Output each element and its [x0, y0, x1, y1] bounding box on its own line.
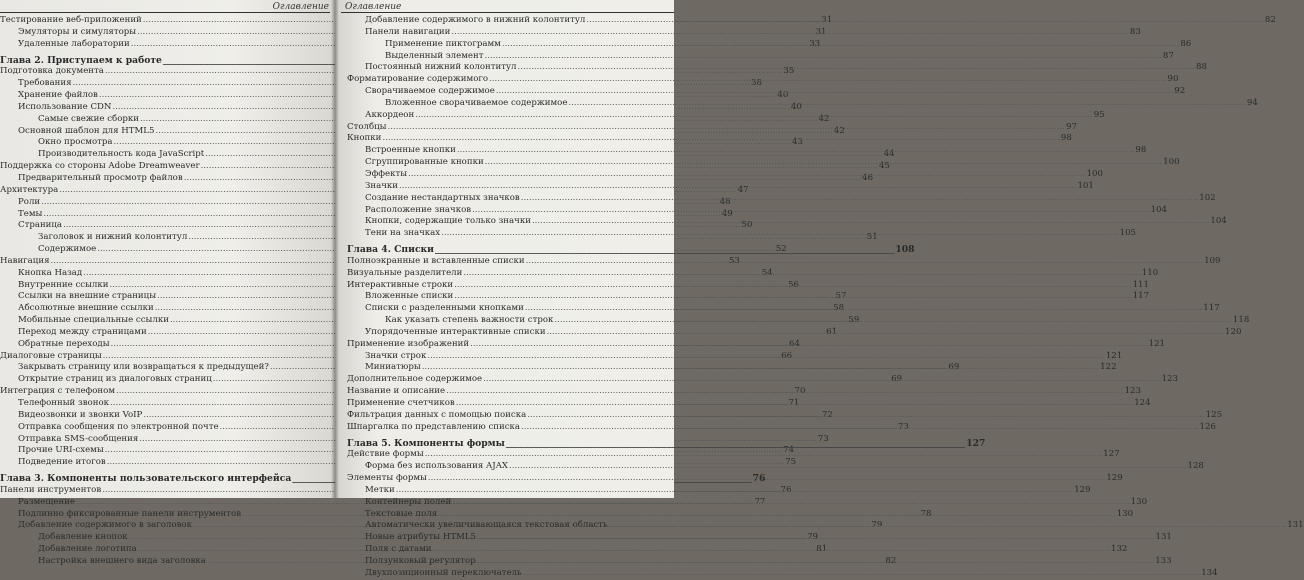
toc-entry-title: Дополнительное содержимое: [347, 374, 483, 385]
toc-leader-dots: [453, 291, 1132, 303]
toc-page-number: 31: [815, 26, 827, 37]
toc-entry-title: Контейнеры полей: [365, 496, 452, 507]
toc-entry-title: Добавление содержимого в нижний колонтитул: [365, 15, 586, 25]
toc-page-number: 74: [783, 445, 795, 456]
toc-page-number: 121: [1105, 350, 1123, 361]
toc-page-number: 69: [891, 374, 903, 385]
toc-leader-dots: [462, 268, 1141, 280]
toc-page-number: 130: [1130, 496, 1148, 507]
toc-entry-title: Переход между страницами: [18, 326, 147, 337]
toc-entry-title: Использование CDN: [18, 101, 112, 112]
toc-leader-dots: [488, 74, 1167, 86]
toc-entry-title: Глава 2. Приступаем к работе: [0, 54, 162, 66]
toc-leader-dots: [476, 556, 1155, 568]
running-header-right: Оглавление: [345, 2, 402, 12]
toc-page-number: 120: [1225, 326, 1242, 337]
toc-entry-title: Содержимое: [38, 244, 97, 255]
toc-entry: [347, 50, 1174, 63]
toc-page-number: 102: [1199, 192, 1216, 203]
toc-entry-title: Кнопки: [347, 133, 382, 144]
toc-page-number: 124: [1134, 398, 1151, 408]
toc-page-number: 104: [1210, 216, 1227, 227]
toc-leader-dots: [567, 98, 1246, 110]
toc-leader-dots: [456, 145, 1135, 157]
toc-entry-title: Закрывать страницу или возвращаться к предыдущей?: [18, 362, 269, 373]
toc-entry-title: Значки: [365, 180, 398, 191]
header-rule-left: [0, 12, 330, 13]
toc-page-number: 40: [790, 101, 802, 112]
toc-leader-dots: [445, 386, 1124, 398]
toc-entry-title: Фильтрация данных с помощью поиска: [347, 409, 527, 420]
toc-leader-dots: [424, 449, 1103, 461]
toc-page-number: 83: [1129, 26, 1141, 37]
toc-entry-title: Роли: [18, 196, 41, 207]
toc-page-number: 48: [719, 196, 731, 207]
toc-page-number: 94: [1246, 97, 1258, 108]
toc-page-number: 42: [833, 125, 845, 136]
toc-page-number: 100: [1163, 157, 1180, 168]
toc-page-number: 44: [883, 149, 895, 160]
toc-page-number: 87: [1162, 50, 1174, 61]
toc-entry-title: Настройка внешнего вида заголовка: [38, 555, 206, 566]
toc-page-number: 57: [835, 291, 847, 302]
toc-page-number: 35: [783, 66, 795, 77]
toc-entry-title: Видеозвонки и звонки VoIP: [18, 409, 143, 420]
toc-entry-title: Диалоговые страницы: [0, 350, 102, 361]
toc-page-number: 127: [966, 437, 986, 449]
toc-entry-title: Аккордеон: [365, 109, 415, 120]
toc-page-number: 130: [1116, 508, 1134, 519]
toc-page-number: 45: [879, 161, 890, 172]
toc-entry-title: Панели инструментов: [0, 484, 102, 495]
toc-page-number: 40: [777, 90, 789, 101]
toc-page-number: 56: [787, 279, 799, 290]
toc-entry-title: Значки строк: [365, 350, 427, 361]
toc-page-number: 73: [817, 433, 829, 444]
toc-page-number: 126: [1199, 421, 1216, 432]
toc-page-number: 134: [1201, 567, 1218, 578]
toc-entry-title: Абсолютные внешние ссылки: [18, 303, 154, 314]
toc-entry-title: Эмуляторы и симуляторы: [18, 26, 137, 37]
toc-entry-title: Кнопки, содержащие только значки: [365, 216, 531, 227]
toc-leader-dots: [585, 15, 1264, 27]
toc-entry-title: Визуальные разделители: [347, 267, 463, 278]
toc-entry-title: Навигация: [0, 255, 50, 266]
toc-entry-title: Сворачиваемое содержимое: [365, 86, 495, 97]
toc-page-number: 129: [1074, 484, 1091, 495]
toc-entry-title: Ползунковый регулятор: [365, 555, 476, 566]
toc-entry-title: Телефонный звонок: [18, 398, 109, 408]
toc-entry-title: Основной шаблон для HTML5: [18, 125, 155, 136]
toc-entry-title: Текстовые поля: [365, 508, 438, 519]
toc-page-number: 73: [898, 421, 909, 432]
toc-entry-title: Как указать степень важности строк: [385, 315, 554, 326]
toc-page-number: 132: [1111, 544, 1128, 555]
toc-entry-title: Новые атрибуты HTML5: [365, 532, 477, 543]
toc-page-number: 82: [885, 555, 897, 566]
toc-entry-title: Архитектура: [0, 184, 59, 195]
toc-entry-title: Хранение файлов: [18, 90, 98, 101]
toc-page-number: 128: [1187, 461, 1204, 472]
toc-entry-title: Открытие страниц из диалоговых страниц: [18, 374, 212, 385]
toc-entry-title: Страница: [18, 220, 63, 231]
toc-leader-dots: [440, 228, 1119, 240]
toc-entry-title: Полноэкранные и вставленные списки: [347, 255, 525, 266]
toc-entry-title: Тени на значках: [365, 228, 441, 239]
toc-entry-title: Применение изображений: [347, 338, 470, 349]
toc-leader-dots: [414, 110, 1093, 122]
toc-entry-title: Добавление логотипа: [38, 544, 137, 555]
toc-leader-dots: [553, 315, 1232, 327]
toc-entry-title: Ссылки на внешние страницы: [18, 291, 157, 302]
toc-page-number: 109: [1204, 255, 1221, 266]
toc-entry-title: Размещение: [18, 496, 75, 507]
toc-leader-dots: [381, 133, 1060, 145]
toc-entry-title: Вложенное сворачиваемое содержимое: [385, 97, 568, 108]
toc-leader-dots: [524, 303, 1203, 315]
toc-entry-title: Заголовок и нижний колонтитул: [38, 232, 188, 243]
toc-entry-title: Обратные переходы: [18, 338, 110, 349]
toc-page-number: 123: [1124, 386, 1141, 397]
toc-page-number: 59: [848, 315, 860, 326]
toc-leader-dots: [483, 51, 1162, 63]
toc-page-number: 76: [752, 473, 766, 485]
toc-leader-dots: [476, 532, 1155, 544]
toc-entry-title: Добавление кнопок: [38, 532, 128, 543]
toc-leader-dots: [426, 351, 1105, 363]
toc-page-number: 70: [794, 386, 806, 397]
toc-page-number: 121: [1148, 338, 1166, 349]
toc-page-number: 79: [807, 532, 819, 543]
header-rule-right: [341, 12, 674, 13]
toc-entry-title: Подведение итогов: [18, 457, 106, 468]
toc-leader-dots: [453, 280, 1132, 292]
toc-leader-dots: [501, 39, 1180, 51]
toc-entry-title: Действие формы: [347, 449, 424, 460]
toc-entry-title: Постоянный нижний колонтитул: [365, 62, 517, 73]
toc-entry-title: Интеграция с телефоном: [0, 386, 116, 397]
toc-page-number: 76: [780, 484, 792, 495]
toc-leader-dots: [484, 157, 1163, 169]
running-header-left: Оглавление: [272, 2, 329, 12]
toc-entry-title: Поддержка со стороны Adobe Dreamweaver: [0, 161, 200, 172]
toc-entry-title: Списки с разделенными кнопками: [365, 303, 524, 314]
toc-entry-title: Кнопка Назад: [18, 267, 83, 278]
toc-entry-title: Двухпозиционный переключатель: [365, 567, 522, 578]
toc-page-number: 100: [1086, 168, 1103, 179]
toc-page-number: 33: [809, 38, 821, 49]
toc-leader-dots: [531, 216, 1210, 228]
toc-leader-dots: [526, 410, 1205, 422]
toc-leader-dots: [471, 205, 1150, 217]
toc-leader-dots: [450, 27, 1129, 39]
toc-leader-dots: [608, 520, 1287, 532]
toc-page-number: 58: [833, 303, 845, 314]
toc-leader-dots: [517, 62, 1196, 74]
toc-page-number: 131: [1287, 520, 1304, 531]
toc-page-number: 123: [1161, 374, 1178, 385]
toc-entry-title: Встроенные кнопки: [365, 145, 456, 156]
toc-page-number: 66: [781, 350, 793, 361]
toc-page-number: 105: [1119, 228, 1137, 239]
toc-entry-title: Отправка SMS-сообщения: [18, 433, 139, 444]
toc-entry-title: Шпаргалка по представлению списка: [347, 421, 521, 432]
toc-entry-title: Темы: [18, 208, 43, 219]
toc-entry-title: Форма без использования AJAX: [365, 461, 509, 472]
toc-page-number: 117: [1132, 291, 1150, 302]
toc-entry-title: Упорядоченные интерактивные списки: [365, 326, 546, 337]
toc-leader-dots: [520, 422, 1199, 434]
toc-entry-title: Удаленные лаборатории: [18, 38, 130, 49]
toc-entry-title: Создание нестандартных значков: [365, 192, 520, 203]
toc-page-number: 72: [821, 409, 833, 420]
toc-leader-dots: [451, 497, 1130, 509]
toc-leader-dots: [520, 193, 1199, 205]
toc-leader-dots: [434, 244, 895, 256]
toc-leader-dots: [482, 374, 1161, 386]
toc-entry-title: Миниатюры: [365, 362, 421, 373]
toc-page-number: 90: [1167, 74, 1179, 85]
toc-leader-dots: [522, 568, 1201, 580]
toc-entry-title: Интерактивные строки: [347, 279, 454, 290]
toc-entry-title: Форматирование содержимого: [347, 74, 489, 85]
toc-page-number: 78: [920, 508, 932, 519]
toc-page-number: 110: [1141, 267, 1159, 278]
toc-entry-title: Глава 4. Списки: [347, 244, 434, 256]
toc-page-number: 77: [754, 496, 766, 507]
toc-page-number: 50: [741, 220, 753, 231]
toc-entry-title: Подготовка документа: [0, 66, 104, 77]
toc-page-number: 98: [1060, 133, 1072, 144]
toc-page-number: 122: [1100, 362, 1117, 373]
toc-leader-dots: [508, 461, 1187, 473]
toc-entry-title: Вложенные списки: [365, 291, 454, 302]
toc-entry-title: Мобильные специальные ссылки: [18, 315, 169, 326]
toc-entry-title: Применение счетчиков: [347, 398, 455, 408]
toc-leader-dots: [407, 169, 1086, 181]
toc-page-number: 111: [1132, 279, 1149, 290]
toc-page-number: 71: [788, 398, 800, 408]
toc-page-number: 53: [728, 255, 740, 266]
toc-leader-dots: [495, 86, 1174, 98]
toc-leader-dots: [546, 327, 1225, 339]
toc-entry-title: Применение пиктограмм: [385, 38, 501, 49]
toc-entry-title: Тестирование веб-приложений: [0, 15, 142, 25]
toc-entry-title: Внутренние ссылки: [18, 279, 109, 290]
toc-entry-title: Выделенный элемент: [385, 50, 484, 61]
toc-page-number: 64: [789, 338, 800, 349]
toc-leader-dots: [455, 398, 1134, 410]
toc-page-number: 79: [871, 520, 883, 531]
toc-page-number: 69: [948, 362, 960, 373]
toc-entry-title: Прочие URI-схемы: [18, 445, 104, 456]
toc-entry-title: Отправка сообщения по электронной почте: [18, 421, 219, 432]
toc-entry-title: Подлинно фиксированные панели инструментов: [18, 508, 242, 519]
toc-page-number: 54: [761, 267, 773, 278]
toc-entry-title: Требования: [18, 78, 72, 89]
toc-entry-title: Глава 3. Компоненты пользовательского интерфейса: [0, 473, 292, 485]
toc-leader-dots: [505, 438, 966, 450]
toc-leader-dots: [432, 544, 1111, 556]
toc-page-number: 81: [816, 544, 828, 555]
toc-page-number: 46: [862, 172, 874, 183]
toc-page-number: 118: [1232, 315, 1250, 326]
toc-page-number: 75: [785, 457, 797, 468]
toc-leader-dots: [398, 181, 1077, 193]
toc-page-number: 98: [1135, 145, 1147, 156]
toc-page-number: 101: [1077, 180, 1094, 191]
toc-leader-dots: [387, 122, 1066, 134]
toc-entry-title: Поля с датами: [365, 544, 432, 555]
toc-leader-dots: [421, 362, 1100, 374]
toc-page-number: 129: [1106, 473, 1123, 484]
toc-page-number: 47: [737, 184, 749, 195]
toc-entry-title: Элементы формы: [347, 473, 427, 484]
toc-page-number: 52: [775, 244, 787, 255]
toc-entry-title: Окно просмотра: [38, 137, 113, 148]
toc-page-number: 31: [821, 15, 833, 25]
toc-page-number: 125: [1205, 409, 1223, 420]
toc-page-number: 133: [1155, 555, 1172, 566]
toc-page-number: 82: [1264, 15, 1276, 25]
toc-chapter-entry: [0, 55, 322, 67]
toc-page-number: 108: [895, 244, 915, 256]
toc-entry-title: Метки: [365, 484, 395, 495]
toc-page-number: 51: [866, 232, 878, 243]
toc-page-number: 43: [791, 137, 803, 148]
toc-page-number: 92: [1174, 86, 1186, 97]
toc-entry-title: Самые свежие сборки: [38, 113, 139, 124]
toc-entry-title: Глава 5. Компоненты формы: [347, 437, 505, 449]
toc-page-number: 131: [1155, 532, 1172, 543]
toc-entry-title: Столбцы: [347, 121, 387, 132]
toc-page-number: 117: [1203, 303, 1220, 314]
toc-page-number: 95: [1093, 109, 1105, 120]
toc-entry-title: Предварительный просмотр файлов: [18, 172, 183, 183]
toc-leader-dots: [469, 339, 1148, 351]
toc-leader-dots: [437, 509, 1116, 521]
toc-page-number: 42: [818, 113, 830, 124]
book-gutter: [331, 0, 339, 498]
toc-entry-title: Автоматически увеличивающаяся текстовая область: [365, 520, 608, 531]
toc-entry-title: Эффекты: [365, 168, 408, 179]
toc-entry: [347, 567, 1218, 580]
toc-page-number: 127: [1103, 449, 1120, 460]
toc-page-number: 104: [1150, 204, 1167, 215]
toc-entry-title: Добавление содержимого в заголовок: [18, 520, 192, 531]
toc-leader-dots: [525, 256, 1204, 268]
toc-entry-title: Панели навигации: [365, 26, 451, 37]
toc-page-number: 38: [750, 78, 762, 89]
toc-page-number: 86: [1180, 38, 1192, 49]
toc-page-number: 97: [1065, 121, 1077, 132]
toc-leader-dots: [427, 473, 1106, 485]
toc-page-number: 88: [1196, 62, 1207, 73]
toc-page-number: 49: [721, 208, 733, 219]
toc-page-number: 61: [826, 326, 838, 337]
toc-entry-title: Название и описание: [347, 386, 446, 397]
toc-entry-title: Сгруппированные кнопки: [365, 157, 484, 168]
toc-entry-title: Расположение значков: [365, 204, 472, 215]
toc-leader-dots: [395, 485, 1074, 497]
toc-entry-title: Производительность кода JavaScript: [38, 149, 205, 160]
